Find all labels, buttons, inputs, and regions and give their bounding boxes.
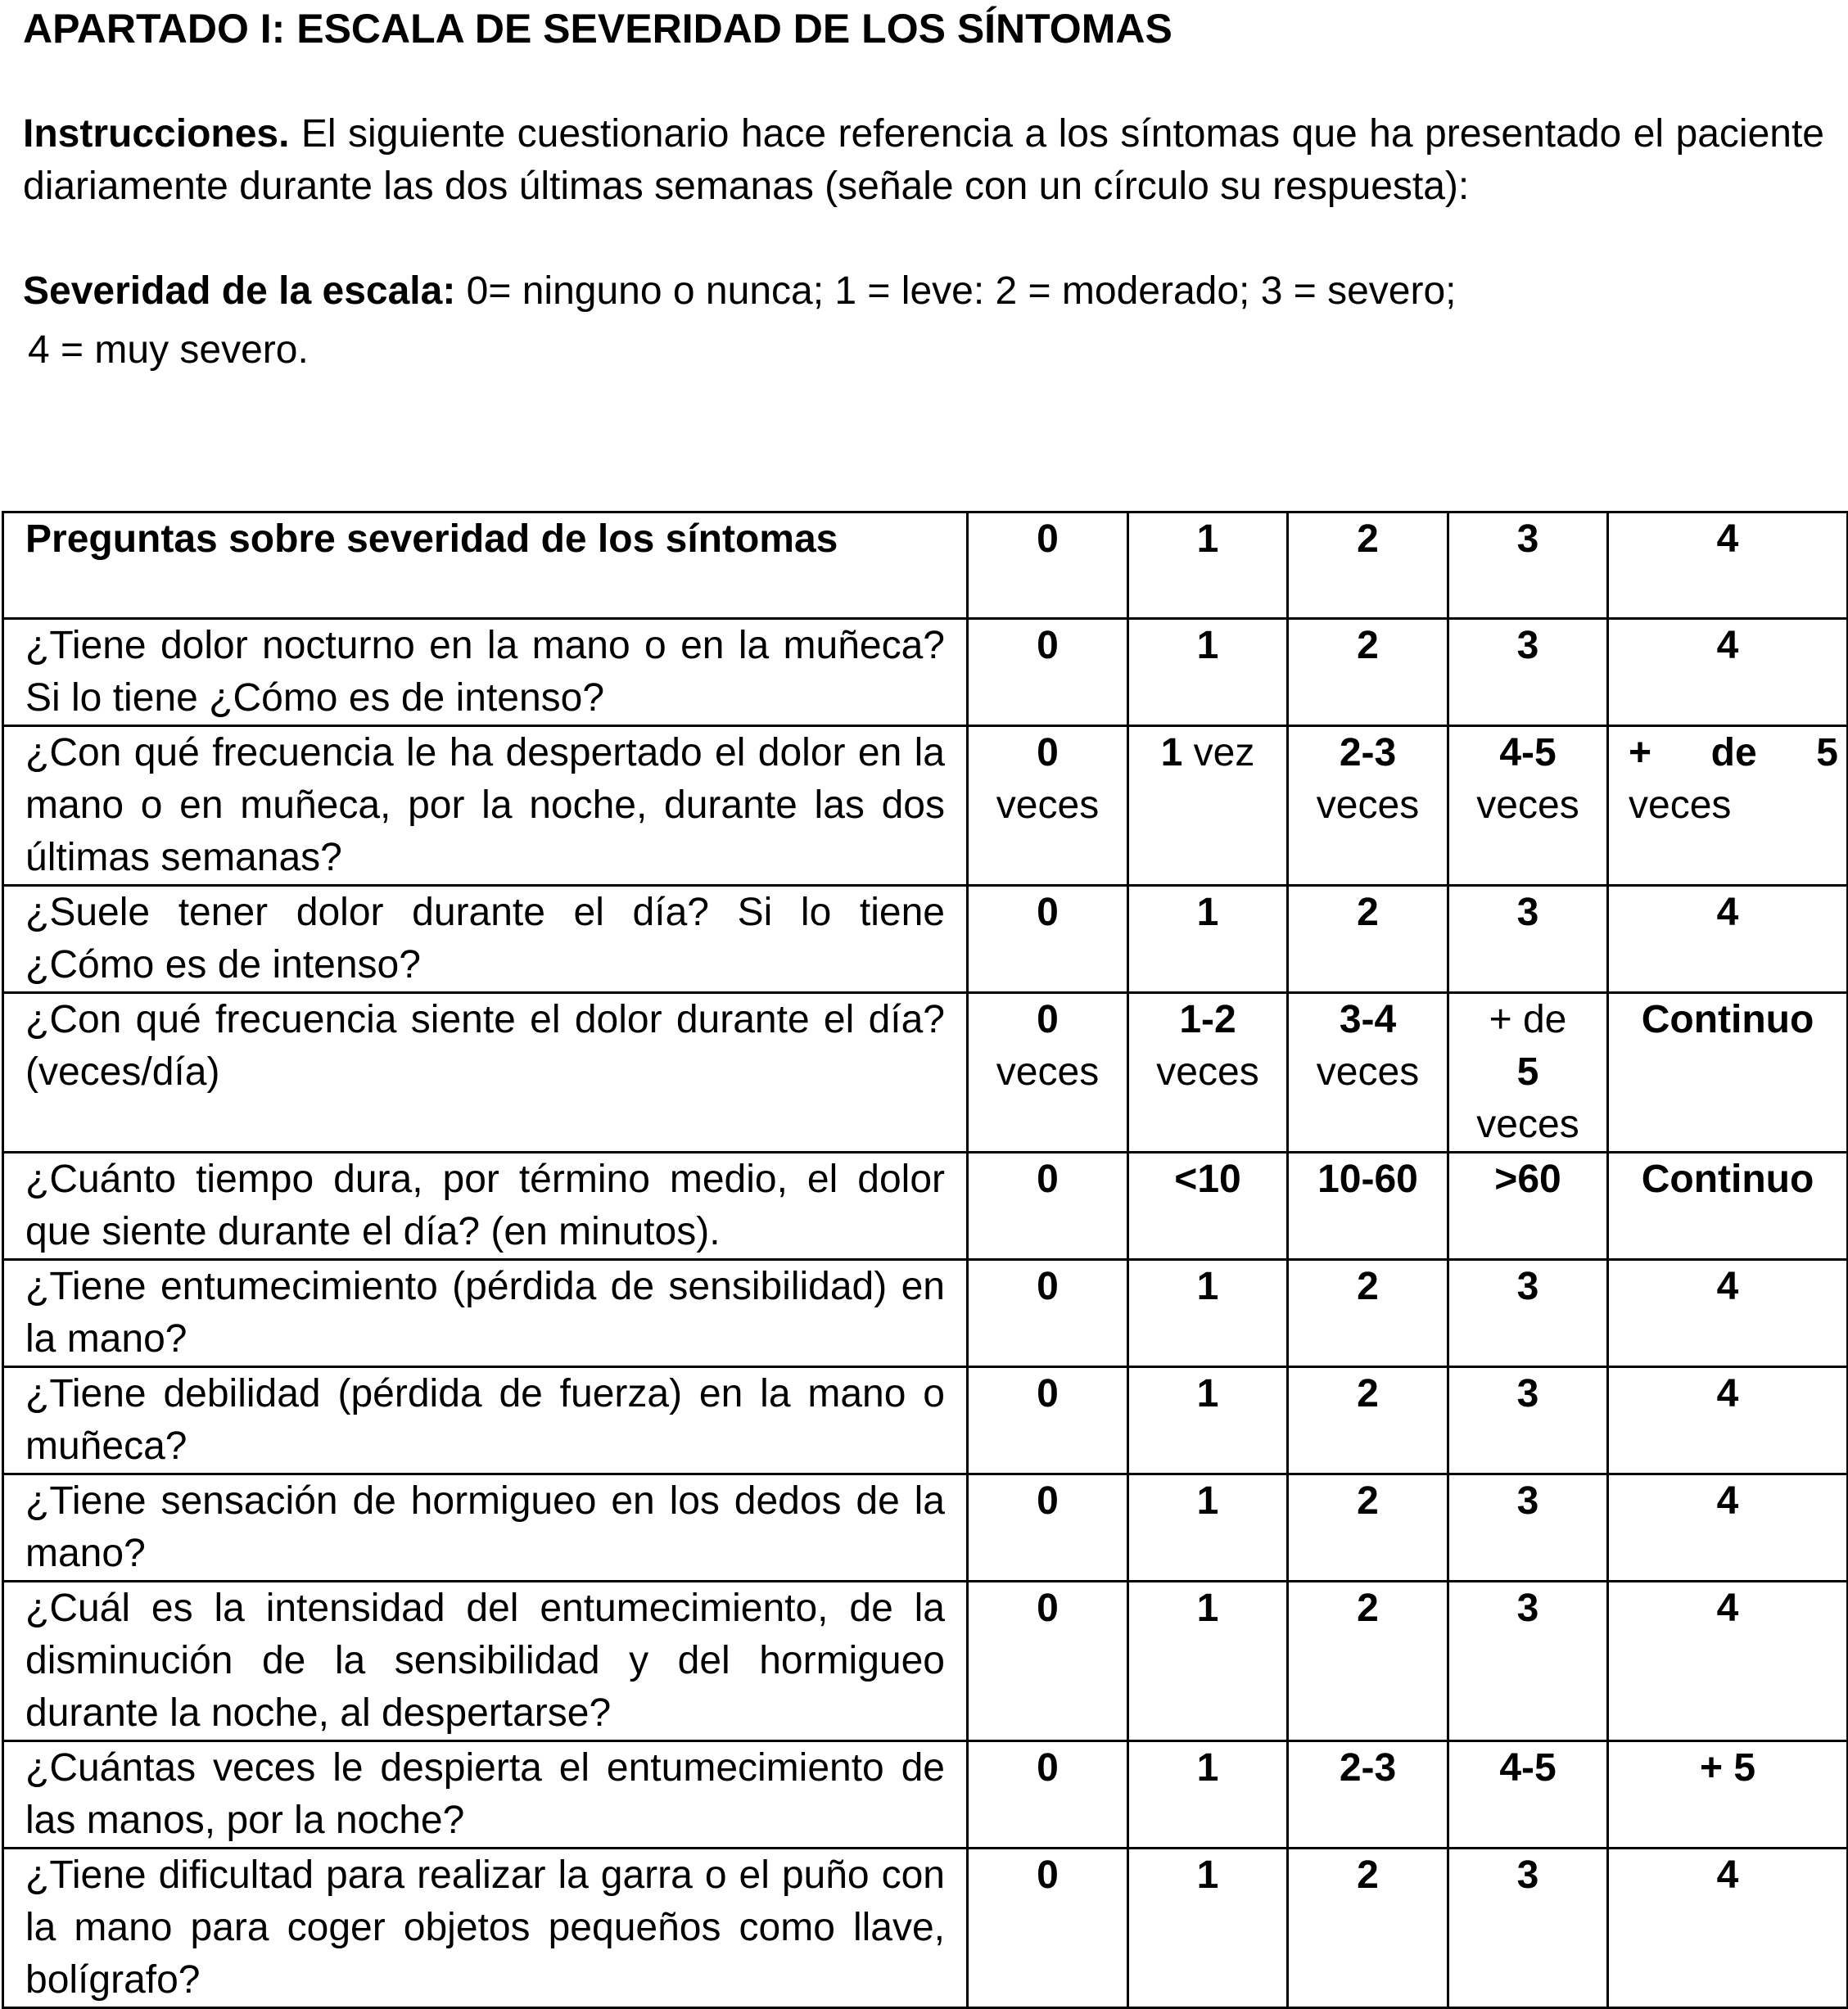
answer-cell: 2 <box>1288 1849 1448 2008</box>
answer-value: 3-4 <box>1339 998 1397 1041</box>
answer-cell: <10 <box>1128 1153 1288 1260</box>
table-row <box>3 1474 1848 1582</box>
answer-value: 4-5 <box>1499 731 1557 774</box>
answer-cell: 1 <box>1128 619 1288 726</box>
answer-cell: 3 <box>1448 1849 1608 2008</box>
table-row <box>3 1260 1848 1367</box>
answer-unit: veces <box>1476 1103 1579 1146</box>
answer-unit: veces <box>1316 1050 1420 1094</box>
answer-cell: 4-5 <box>1448 1741 1608 1849</box>
table-row <box>3 1582 1848 1741</box>
answer-cell: 3 <box>1448 1582 1608 1741</box>
answer-unit: veces <box>1156 1050 1259 1094</box>
table-row <box>3 1367 1848 1474</box>
answer-cell: 1 <box>1128 1260 1288 1367</box>
table-row <box>3 1849 1848 2008</box>
question-cell: ¿Cuánto tiempo dura, por término medio, el dolor que siente durante el día? (en minutos). <box>3 1153 968 1260</box>
answer-cell <box>1448 993 1608 1153</box>
answer-value: 1-2 <box>1179 998 1236 1041</box>
header-col-1: 1 <box>1128 512 1288 619</box>
question-cell: ¿Tiene sensación de hormigueo en los dedos de la mano? <box>3 1474 968 1582</box>
answer-cell <box>1608 726 1848 886</box>
answer-cell: 2 <box>1288 886 1448 993</box>
answer-cell: 4 <box>1608 1582 1848 1741</box>
header-question-cell: Preguntas sobre severidad de los síntomas <box>3 512 968 619</box>
answer-cell: 0 <box>968 1260 1128 1367</box>
question-cell: ¿Tiene dolor nocturno en la mano o en la muñeca? Si lo tiene ¿Cómo es de intenso? <box>3 619 968 726</box>
answer-cell <box>1288 726 1448 886</box>
answer-cell: 1 <box>1128 1849 1288 2008</box>
answer-cell: 1 <box>1128 1474 1288 1582</box>
question-cell: ¿Con qué frecuencia siente el dolor durante el día? (veces/día) <box>3 993 968 1153</box>
answer-cell: 4 <box>1608 619 1848 726</box>
answer-cell: 1 <box>1128 1367 1288 1474</box>
answer-cell: 2 <box>1288 1367 1448 1474</box>
answer-cell: 2 <box>1288 1474 1448 1582</box>
answer-cell <box>968 726 1128 886</box>
answer-unit: veces <box>1316 783 1420 827</box>
header-col-0: 0 <box>968 512 1128 619</box>
answer-cell: 4 <box>1608 1260 1848 1367</box>
answer-cell <box>1128 726 1288 886</box>
answer-cell: 0 <box>968 1153 1128 1260</box>
answer-cell: >60 <box>1448 1153 1608 1260</box>
answer-cell: 2 <box>1288 1260 1448 1367</box>
answer-cell: 4 <box>1608 1474 1848 1582</box>
answer-cell: 0 <box>968 1367 1128 1474</box>
question-cell: ¿Tiene entumecimiento (pérdida de sensibilidad) en la mano? <box>3 1260 968 1367</box>
answer-unit: veces <box>996 1050 1100 1094</box>
answer-prefix: + de <box>1489 998 1567 1041</box>
answer-cell: Continuo <box>1608 993 1848 1153</box>
severity-label: Severidad de la escala: <box>23 269 456 313</box>
answer-cell: 3 <box>1448 619 1608 726</box>
answer-cell: + 5 <box>1608 1741 1848 1849</box>
answer-cell: 0 <box>968 1474 1128 1582</box>
symptom-severity-table <box>2 511 1848 2009</box>
answer-cell: 2 <box>1288 1582 1448 1741</box>
answer-value: 0 <box>1037 998 1059 1041</box>
question-cell: ¿Suele tener dolor durante el día? Si lo tiene ¿Cómo es de intenso? <box>3 886 968 993</box>
instructions-text: El siguiente cuestionario hace referencia a los síntomas que ha presentado el paciente diariamente durante las dos últimas semanas (señale con un círculo su respuesta): <box>23 112 1824 208</box>
header-col-2: 2 <box>1288 512 1448 619</box>
header-col-3: 3 <box>1448 512 1608 619</box>
answer-cell: 0 <box>968 619 1128 726</box>
answer-value: 2-3 <box>1339 731 1397 774</box>
answer-value: + de 5 <box>1629 731 1838 774</box>
table-row <box>3 619 1848 726</box>
question-cell: ¿Con qué frecuencia le ha despertado el dolor en la mano o en muñeca, por la noche, durante las dos últimas semanas? <box>3 726 968 886</box>
answer-value: 1 <box>1160 731 1183 774</box>
answer-cell: 3 <box>1448 1367 1608 1474</box>
table-row <box>3 1741 1848 1849</box>
answer-cell: 3 <box>1448 886 1608 993</box>
instructions-paragraph <box>23 108 1824 213</box>
answer-cell: 1 <box>1128 1741 1288 1849</box>
answer-cell <box>1448 726 1608 886</box>
answer-cell: 2 <box>1288 619 1448 726</box>
severity-text: 0= ninguno o nunca; 1 = leve: 2 = moderado; 3 = severo; <box>466 269 1457 313</box>
answer-value: 5 <box>1516 1050 1539 1094</box>
table-row <box>3 993 1848 1153</box>
answer-cell: 10-60 <box>1288 1153 1448 1260</box>
header-col-4: 4 <box>1608 512 1848 619</box>
table-row <box>3 1153 1848 1260</box>
answer-cell: 0 <box>968 1741 1128 1849</box>
answer-cell: 4 <box>1608 886 1848 993</box>
table-row <box>3 886 1848 993</box>
answer-cell <box>1288 993 1448 1153</box>
answer-unit: veces <box>996 783 1100 827</box>
answer-cell: Continuo <box>1608 1153 1848 1260</box>
answer-cell: 4 <box>1608 1367 1848 1474</box>
answer-unit: veces <box>1629 783 1732 827</box>
instructions-label: Instrucciones. <box>23 112 290 156</box>
question-cell: ¿Tiene dificultad para realizar la garra o el puño con la mano para coger objetos pequeños como llave, bolígrafo? <box>3 1849 968 2008</box>
answer-cell: 1 <box>1128 886 1288 993</box>
answer-cell: 0 <box>968 886 1128 993</box>
answer-cell: 3 <box>1448 1474 1608 1582</box>
answer-cell: 3 <box>1448 1260 1608 1367</box>
answer-cell: 0 <box>968 1582 1128 1741</box>
question-cell: ¿Cuántas veces le despierta el entumecimiento de las manos, por la noche? <box>3 1741 968 1849</box>
answer-cell: 0 <box>968 1849 1128 2008</box>
question-cell: ¿Tiene debilidad (pérdida de fuerza) en la mano o muñeca? <box>3 1367 968 1474</box>
answer-value: 0 <box>1037 731 1059 774</box>
severity-scale-line <box>23 265 1824 318</box>
table-row <box>3 726 1848 886</box>
answer-unit: vez <box>1193 731 1255 774</box>
page-title: APARTADO I: ESCALA DE SEVERIDAD DE LOS SÍNTOMAS <box>23 6 1173 52</box>
question-cell: ¿Cuál es la intensidad del entumecimiento, de la disminución de la sensibilidad y del hormigueo durante la noche, al despertarse? <box>3 1582 968 1741</box>
table-header-row <box>3 512 1848 619</box>
answer-unit: veces <box>1476 783 1579 827</box>
answer-cell: 2-3 <box>1288 1741 1448 1849</box>
answer-cell <box>1128 993 1288 1153</box>
answer-cell <box>968 993 1128 1153</box>
severity-scale-line-2: 4 = muy severo. <box>28 328 309 372</box>
answer-cell: 4 <box>1608 1849 1848 2008</box>
answer-cell: 1 <box>1128 1582 1288 1741</box>
